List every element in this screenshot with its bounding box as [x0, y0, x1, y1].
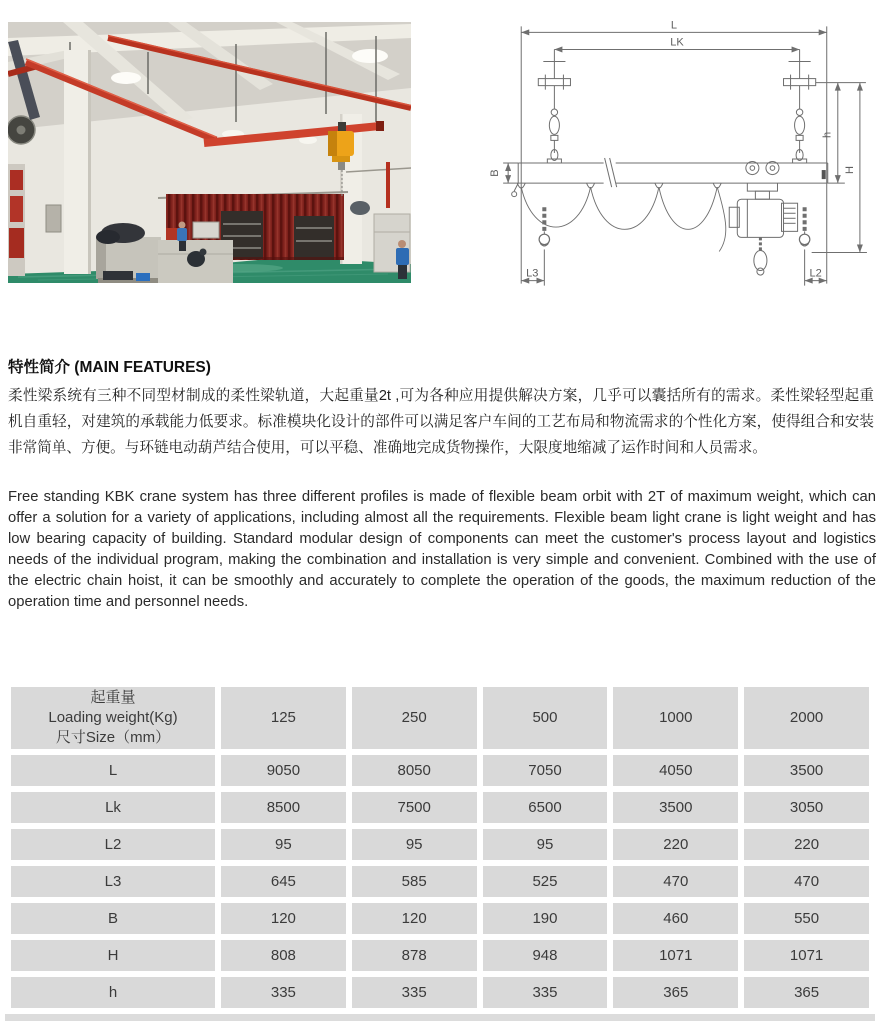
dimension-drawing: [478, 14, 880, 306]
title-line-cn: 起重量: [90, 688, 136, 706]
table-cell: 7050: [483, 755, 608, 786]
table-row: [11, 866, 869, 897]
table-cell: 3500: [613, 792, 738, 823]
table-cell: 460: [613, 903, 738, 934]
table-cell: 808: [221, 940, 346, 971]
diagram-geometry: [503, 26, 867, 285]
table-cell: 470: [613, 866, 738, 897]
table-cell: 4050: [613, 755, 738, 786]
section-heading: 特性简介 (MAIN FEATURES): [8, 359, 211, 376]
table-row: [11, 755, 869, 786]
table-cell: 365: [744, 977, 869, 1008]
column-header: 2000: [744, 687, 869, 749]
title-line-size: 尺寸Size（mm）: [55, 729, 171, 747]
table-cell: 220: [744, 829, 869, 860]
curtain-opening: [294, 216, 334, 260]
table-row: [11, 903, 869, 934]
hoist-trolley: [729, 162, 797, 276]
dim-label-h: h: [821, 131, 834, 138]
column-header: 250: [352, 687, 477, 749]
table-cell: 220: [613, 829, 738, 860]
ceiling-light: [352, 49, 388, 63]
table-row: [11, 940, 869, 971]
spec-table: [5, 681, 875, 1014]
table-cell: 8500: [221, 792, 346, 823]
table-cell: 585: [352, 866, 477, 897]
table-title-cell: [11, 687, 215, 749]
table-cell: 365: [613, 977, 738, 1008]
title-line-en: Loading weight(Kg): [48, 708, 178, 726]
table-cell: 550: [744, 903, 869, 934]
table-cell: 645: [221, 866, 346, 897]
table-cell: 95: [483, 829, 608, 860]
row-label: L: [11, 755, 215, 786]
row-label: Lk: [11, 792, 215, 823]
table-cell: 9050: [221, 755, 346, 786]
spec-table-body: [11, 755, 869, 1008]
english-description: Free standing KBK crane system has three different profiles is made of flexible beam orbit with 2T of maximum weight, which can offer a solution for a variety of applications, including almost all the requirements. Flexible beam light crane is light weight and has low bearing capacity of building. Standard modular design of components can meet the customer's process layout and logistics needs of the individual program, making the combination and installation is very simple and convenient. Combined with the use of the electric chain hoist, it can be smoothly and accurately to complete the operation of the goods, the maximum reduction of the operation time and personnel needs.: [8, 489, 876, 610]
table-cell: 95: [221, 829, 346, 860]
table-cell: 1071: [613, 940, 738, 971]
dim-label-L2: L2: [809, 267, 822, 280]
table-cell: 3050: [744, 792, 869, 823]
column-header: 125: [221, 687, 346, 749]
page-bottom-strip: [5, 1014, 875, 1021]
row-label: B: [11, 903, 215, 934]
row-label: L2: [11, 829, 215, 860]
column-header: 1000: [613, 687, 738, 749]
chinese-description: 柔性梁系统有三种不同型材制成的柔性梁轨道，大起重量2t ,可为各种应用提供解决方案，几乎可以囊括所有的需求。柔性梁轻型起重机自重轻，对建筑的承载能力低要求。标准模块化设计的部件可以满足客户车间的工艺布局和物流需求的个性化方案，使得组合和安装非常简单、方便。与环链电动葫芦结合使用，可以平稳、准确地完成货物操作，大限度地缩减了运作时间和人员需求。: [8, 388, 874, 456]
table-row: [11, 829, 869, 860]
table-cell: 120: [221, 903, 346, 934]
table-cell: 470: [744, 866, 869, 897]
table-cell: 335: [221, 977, 346, 1008]
table-cell: 8050: [352, 755, 477, 786]
factory-photo-scene: [8, 22, 411, 283]
crane-dimension-diagram: [478, 14, 880, 306]
ceiling-light: [111, 72, 141, 84]
dim-label-L3: L3: [526, 267, 539, 280]
table-cell: 7500: [352, 792, 477, 823]
dim-label-H: H: [843, 166, 856, 175]
table-cell: 335: [483, 977, 608, 1008]
factory-photo: [8, 22, 411, 283]
load-hook-right: [799, 207, 809, 246]
table-cell: 6500: [483, 792, 608, 823]
table-cell: 120: [352, 903, 477, 934]
row-label: h: [11, 977, 215, 1008]
column-header: 500: [483, 687, 608, 749]
row-label: L3: [11, 866, 215, 897]
table-cell: 3500: [744, 755, 869, 786]
table-cell: 948: [483, 940, 608, 971]
table-row: [11, 977, 869, 1008]
load-hook-left: [539, 207, 549, 246]
dim-label-LK: LK: [670, 36, 684, 49]
table-cell: 335: [352, 977, 477, 1008]
blue-box: [136, 273, 150, 281]
table-cell: 878: [352, 940, 477, 971]
electrical-panel: [46, 205, 61, 232]
table-cell: 190: [483, 903, 608, 934]
dim-label-B: B: [489, 169, 502, 177]
dim-label-L: L: [670, 19, 678, 32]
table-cell: 525: [483, 866, 608, 897]
table-cell: 1071: [744, 940, 869, 971]
table-header-row: [11, 687, 869, 749]
worker: [398, 240, 406, 248]
row-label: H: [11, 940, 215, 971]
table-row: [11, 792, 869, 823]
worker: [179, 222, 186, 229]
table-cell: 95: [352, 829, 477, 860]
